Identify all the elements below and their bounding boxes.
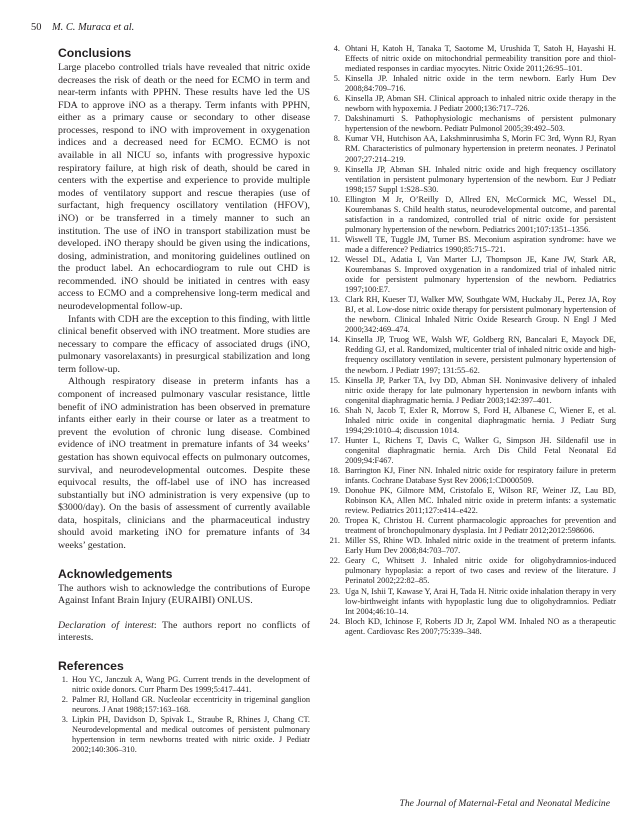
left-column [58, 46, 310, 755]
reference-item: 19. Donohue PK, Gilmore MM, Cristofalo E, Wilson RF, Weiner JZ, Lau BD, Robinson KA, Allen MC. Inhaled nitric oxide in preterm infants: a systematic review. Pediatrics 2011;127:e414–e422. [329, 486, 616, 516]
conclusions-paragraph: Although respiratory disease in preterm infants has a component of increased pulmonary vascular resistance, little benefit of iNO administration has been observed in premature infants either early in their course or later as a treatment to prevent the evolution of chronic lung disease. Combined evidence of iNO treatment in premature infants of 34 weeks’ gestation has shown equivocal effects on pulmonary outcomes, survival, and neurodevelopmental outcomes. Despite these equivocal results, the off-label use of iNO has increased substantially but iNO administration is very expensive (up to $3000/day). On the basis of assessment of currently available data, hospitals, clinicians and the pharmaceutical industry should avoid marketing iNO for premature infants of 34 weeks’ gestation. [58, 376, 310, 551]
reference-item: 11. Wiswell TE, Tuggle JM, Turner BS. Meconium aspiration syndrome: have we made a difference? Pediatrics 1990;85:715–721. [329, 234, 616, 254]
declaration-of-interest [58, 620, 310, 645]
reference-item: 16. Shah N, Jacob T, Exler R, Morrow S, Ford H, Albanese C, Wiener E, et al. Inhaled nitric oxide in congenital diaphragmatic hernia. J Pediatr Surg 1994;29:1010–4; discussion 1014. [329, 405, 616, 435]
reference-item: 13. Clark RH, Kueser TJ, Walker MW, Southgate WM, Huckaby JL, Perez JA, Roy BJ, et al. Low-dose nitric oxide therapy for persistent pulmonary hypertension of the newborn. Clinical Inhaled Nitric Oxide Research Group. N Engl J Med 2000;342:469–474. [329, 295, 616, 335]
conclusions-paragraph: Infants with CDH are the exception to this finding, with little clinical benefit observed with iNO treatment. More studies are necessary to compare the efficacy of associated drugs (iNO, pulmonary vasorelaxants) in presurgical stabilization and long term follow-up. [58, 313, 310, 375]
reference-item: 2. Palmer RJ, Holland GR. Nucleolar eccentricity in trigeminal ganglion neurons. J Anat 1988;157:163–168. [61, 694, 310, 714]
reference-item: 12. Wessel DL, Adatia I, Van Marter LJ, Thompson JE, Kane JW, Stark AR, Kourembanas S. Improved oxygenation in a randomized trial of inhaled nitric oxide for persistent pulmonary hypertension of the newborn. Pediatrics 1997;100:E7. [329, 254, 616, 295]
conclusions-heading: Conclusions [58, 46, 132, 60]
reference-item: 15. Kinsella JP, Parker TA, Ivy DD, Abman SH. Noninvasive delivery of inhaled nitric oxide therapy for late pulmonary hypertension in newborn infants with congenital diaphragmatic hernia. J Pediatr 2003;142:397–401. [329, 375, 616, 405]
reference-item: 3. Lipkin PH, Davidson D, Spivak L, Straube R, Rhines J, Chang CT. Neurodevelopmental and medical outcomes of persistent pulmonary hypertension in term newborns treated with nitric oxide. J Pediatr 2002;140:306–310. [61, 715, 310, 755]
page-number: 50 [31, 22, 42, 33]
references-list-left [58, 675, 310, 755]
reference-item: 17. Hunter L, Richens T, Davis C, Walker G, Simpson JH. Sildenafil use in congenital diaphragmatic hernia. Arch Dis Child Fetal Neonatal Ed 2009;94:F467. [329, 435, 616, 465]
reference-item: 6. Kinsella JP, Abman SH. Clinical approach to inhaled nitric oxide therapy in the newborn with hypoxemia. J Pediatr 2000;136:717–726. [333, 94, 616, 114]
reference-item: 1. Hou YC, Janczuk A, Wang PG. Current trends in the development of nitric oxide donors. Curr Pharm Des 1999;5:417–441. [61, 674, 310, 694]
declaration-label: Declaration of interest [58, 619, 154, 631]
declaration-text: : The authors report no conflicts of interests. [58, 619, 311, 644]
references-list-right [325, 44, 616, 637]
right-column [325, 44, 616, 637]
reference-item: 5. Kinsella JP. Inhaled nitric oxide in the term newborn. Early Hum Dev 2008;84:709–716. [333, 74, 616, 94]
reference-item: 8. Kumar VH, Hutchison AA, Lakshminrusimha S, Morin FC 3rd, Wynn RJ, Ryan RM. Characteristics of pulmonary hypertension in preterm neonates. J Perinatol 2007;27:214–219. [333, 134, 616, 164]
reference-item: 24. Bloch KD, Ichinose F, Roberts JD Jr, Zapol WM. Inhaled NO as a therapeutic agent. Cardiovasc Res 2007;75:339–348. [329, 616, 616, 636]
running-authors: M. C. Muraca et al. [52, 22, 135, 33]
reference-item: 18. Barrington KJ, Finer NN. Inhaled nitric oxide for respiratory failure in preterm infants. Cochrane Database Syst Rev 2006;1:CD000509. [329, 465, 616, 486]
reference-item: 22. Geary C, Whitsett J. Inhaled nitric oxide for oligohydramnios-induced pulmonary hypoplasia: a report of two cases and review of the literature. J Perinatol 2002;22:82–85. [329, 556, 616, 586]
reference-item: 21. Miller SS, Rhine WD. Inhaled nitric oxide in the treatment of preterm infants. Early Hum Dev 2008;84:703–707. [329, 536, 616, 556]
references-heading: References [58, 658, 124, 673]
running-header [31, 22, 134, 33]
reference-item: 10. Ellington M Jr, O’Reilly D, Allred EN, McCormick MC, Wessel DL, Kourembanas S. Child health status, neurodevelopmental outcome, and parental satisfaction in a randomized, controlled trial of nitric oxide for persistent pulmonary hypertension of the newborn. Pediatrics 2001;107:1351–1356. [329, 194, 616, 234]
reference-item: 23. Uga N, Ishii T, Kawase Y, Arai H, Tada H. Nitric oxide inhalation therapy in very low-birthweight infants with hypoplastic lung due to oligohydramnios. Pediatr Int 2004;46:10–14. [329, 586, 616, 616]
journal-footer: The Journal of Maternal-Fetal and Neonatal Medicine [399, 798, 610, 809]
reference-item: 14. Kinsella JP, Truog WE, Walsh WF, Goldberg RN, Bancalari E, Mayock DE, Redding GJ, et al. Randomized, multicenter trial of inhaled nitric oxide and high-frequency oscillatory ventilation in severe, persistent pulmonary hypertension of the newborn. J Pediatr 1997; 131:55–62. [329, 335, 616, 375]
reference-item: 9. Kinsella JP, Abman SH. Inhaled nitric oxide and high frequency oscillatory ventilation in persistent pulmonary hypertension of the newborn. Eur J Pediatr 1998;157 Suppl 1:S28–S30. [333, 164, 616, 194]
reference-item: 4. Ohtani H, Katoh H, Tanaka T, Saotome M, Urushida T, Satoh H, Hayashi H. Effects of nitric oxide on mitochondrial permeability transition pore and thiol-mediated responses in cardiac myocytes. Nitric Oxide 2011;26:95–101. [333, 44, 616, 74]
conclusions-paragraph: Large placebo controlled trials have revealed that nitric oxide decreases the risk of death or the need for ECMO in term and near-term infants with PPHN. These results have led the US FDA to approve iNO as a therapy. Term infants with PPHN, either as a primary cause or secondary to other disease processes, respond to iNO with improvement in oxygenation indices and a decreased need for ECMO. ECMO is not available in all NICU so, infants with progressive hypoxic respiratory failure, at high risk of death, should be cared in centers with the expertise and experience to provide multiple modes of ventilatory support and rescue therapies (use of surfactant, high frequency oscillatory ventilation (HFOV), iNO) or be transferred in a timely manner to such an institution. The use of iNO in transport stabilization must be developed. iNO therapy should be given using the indications, dosing, administration, and monitoring guidelines outlined on the product label. An echocardiogram to rule out CHD is recommended. iNO should be initiated in centres with easy access to ECMO and a comprehensive long-term medical and neurodevelopmental follow-up. [58, 62, 310, 312]
acknowledgements-text: The authors wish to acknowledge the contributions of Europe Against Infant Brain Injury (EURAIBI) ONLUS. [58, 582, 310, 607]
reference-item: 7. Dakshinamurti S. Pathophysiologic mechanisms of persistent pulmonary hypertension of the newborn. Pediatr Pulmonol 2005;39:492–503. [333, 114, 616, 134]
acknowledgements-heading: Acknowledgements [58, 566, 173, 581]
reference-item: 20. Tropea K, Christou H. Current pharmacologic approaches for prevention and treatment of bronchopulmonary dysplasia. Int J Pediatr 2012;2012:598606. [329, 516, 616, 536]
